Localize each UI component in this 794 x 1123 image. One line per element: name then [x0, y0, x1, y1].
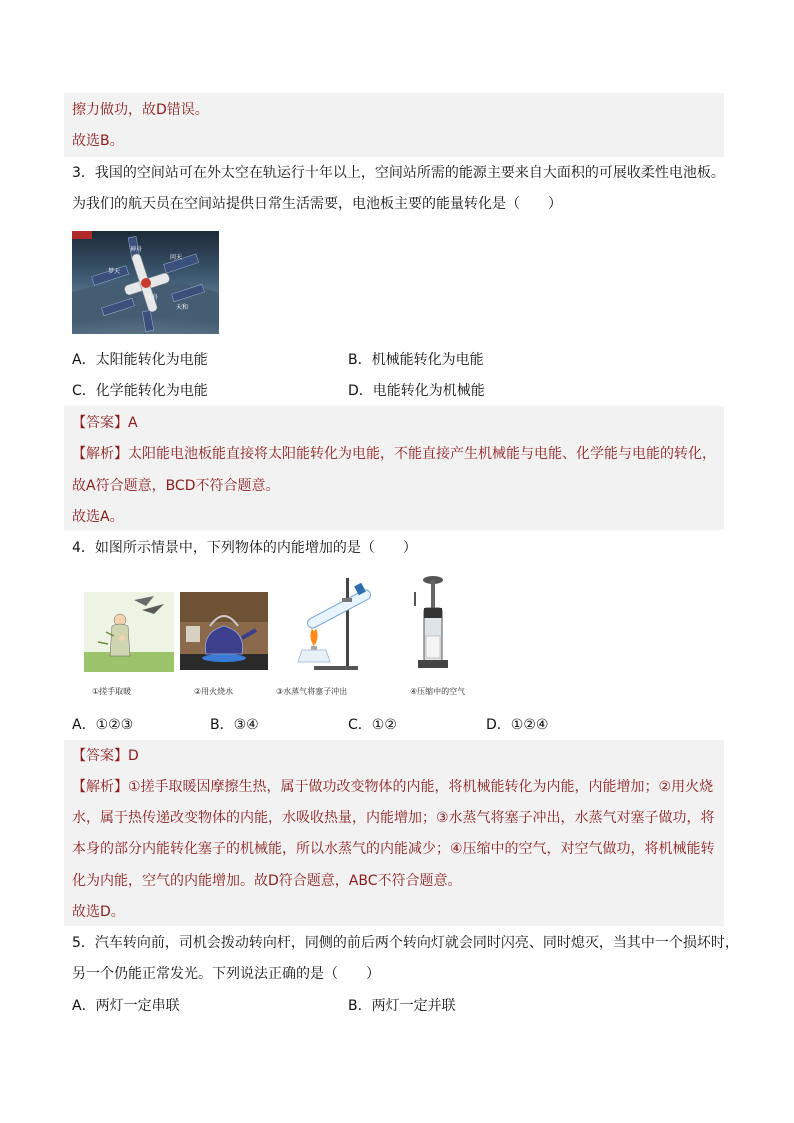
answer-value: D [128, 748, 139, 764]
analysis-tag: 【解析】 [72, 779, 128, 795]
q3-conclusion: 故选A。 [72, 509, 124, 525]
label-tianzhou: 天舟 [146, 294, 159, 301]
q2-analysis-tail: 擦力做功，故D错误。 [72, 102, 209, 118]
compression-cylinder-illustration [410, 574, 456, 672]
caption-fig3: ③水蒸气将塞子冲出 [276, 687, 348, 696]
analysis-text: ①搓手取暖因摩擦生热，属于做功改变物体的内能，将机械能转化为内能，内能增加；②用火烧 [128, 779, 714, 795]
answer-tag: 【答案】 [72, 415, 128, 431]
q5-stem-line1: 5．汽车转向前，司机会拨动转向杆，同侧的前后两个转向灯就会同时闪亮、同时熄灭，当其中一个损坏时， [72, 935, 739, 951]
q4-analysis-line4: 化为内能，空气的内能增加。故D符合题意，ABC不符合题意。 [72, 873, 462, 889]
q4-option-b: B．③④ [210, 717, 259, 733]
figure-rubbing-hands [84, 592, 174, 672]
q4-analysis-line2: 水，属于热传递改变物体的内能，水吸收热量，内能增加；③水蒸气将塞子冲出，水蒸气对塞子做功，将 [72, 810, 715, 826]
q3-stem-line2: 为我们的航天员在空间站提供日常生活需要，电池板主要的能量转化是（ ） [72, 196, 562, 212]
q5-option-a: A．两灯一定串联 [72, 998, 180, 1014]
q3-analysis-line1 [72, 444, 716, 464]
label-shenzhou: 神舟 [130, 246, 143, 253]
q3-solution-shade [64, 406, 724, 530]
q4-option-a: A．①②③ [72, 717, 134, 733]
q3-analysis-line2: 故A符合题意，BCD不符合题意。 [72, 478, 280, 494]
q3-option-c: C．化学能转化为电能 [72, 383, 208, 399]
q4-answer [72, 746, 139, 766]
q5-stem-line2: 另一个仍能正常发光。下列说法正确的是（ ） [72, 966, 380, 982]
label-tianhe: 天和 [176, 304, 189, 311]
figure-boiling-kettle [180, 592, 268, 670]
analysis-tag: 【解析】 [72, 446, 128, 462]
label-wentian: 问天 [170, 254, 183, 261]
q4-option-c: C．①② [348, 717, 397, 733]
q4-solution-shade [64, 740, 724, 926]
figure-steam-cork [284, 576, 374, 672]
analysis-text: 太阳能电池板能直接将太阳能转化为电能，不能直接产生机械能与电能、化学能与电能的转化， [128, 446, 716, 462]
figure-compressed-air [410, 574, 456, 672]
kettle-illustration [180, 592, 268, 670]
caption-fig4: ④压缩中的空气 [410, 687, 466, 696]
q4-option-d: D．①②④ [486, 717, 549, 733]
q3-answer [72, 413, 138, 433]
space-station-image [72, 231, 219, 334]
q4-analysis-line3: 本身的部分内能转化塞子的机械能，所以水蒸气的内能减少；④压缩中的空气，对空气做功，将机械能转 [72, 841, 715, 857]
answer-tag: 【答案】 [72, 748, 128, 764]
q4-stem: 4．如图所示情景中，下列物体的内能增加的是（ ） [72, 540, 417, 556]
steam-cork-illustration [284, 576, 374, 672]
q4-analysis-line1 [72, 777, 713, 797]
caption-fig1: ①搓手取暖 [92, 687, 132, 696]
q3-stem-line1: 3．我国的空间站可在外太空在轨运行十年以上，空间站所需的能源主要来自大面积的可展收柔性电池板。 [72, 165, 725, 181]
label-mengtian: 梦天 [108, 268, 121, 275]
q5-option-b: B．两灯一定并联 [348, 998, 456, 1014]
q3-option-a: A．太阳能转化为电能 [72, 352, 208, 368]
q2-conclusion: 故选B。 [72, 133, 124, 149]
q4-conclusion: 故选D。 [72, 904, 125, 920]
space-station-illustration [72, 231, 219, 334]
answer-value: A [128, 415, 138, 431]
caption-fig2: ②用火烧水 [194, 687, 234, 696]
q3-option-d: D．电能转化为机械能 [348, 383, 485, 399]
rubbing-hands-illustration [84, 592, 174, 672]
q3-option-b: B．机械能转化为电能 [348, 352, 484, 368]
